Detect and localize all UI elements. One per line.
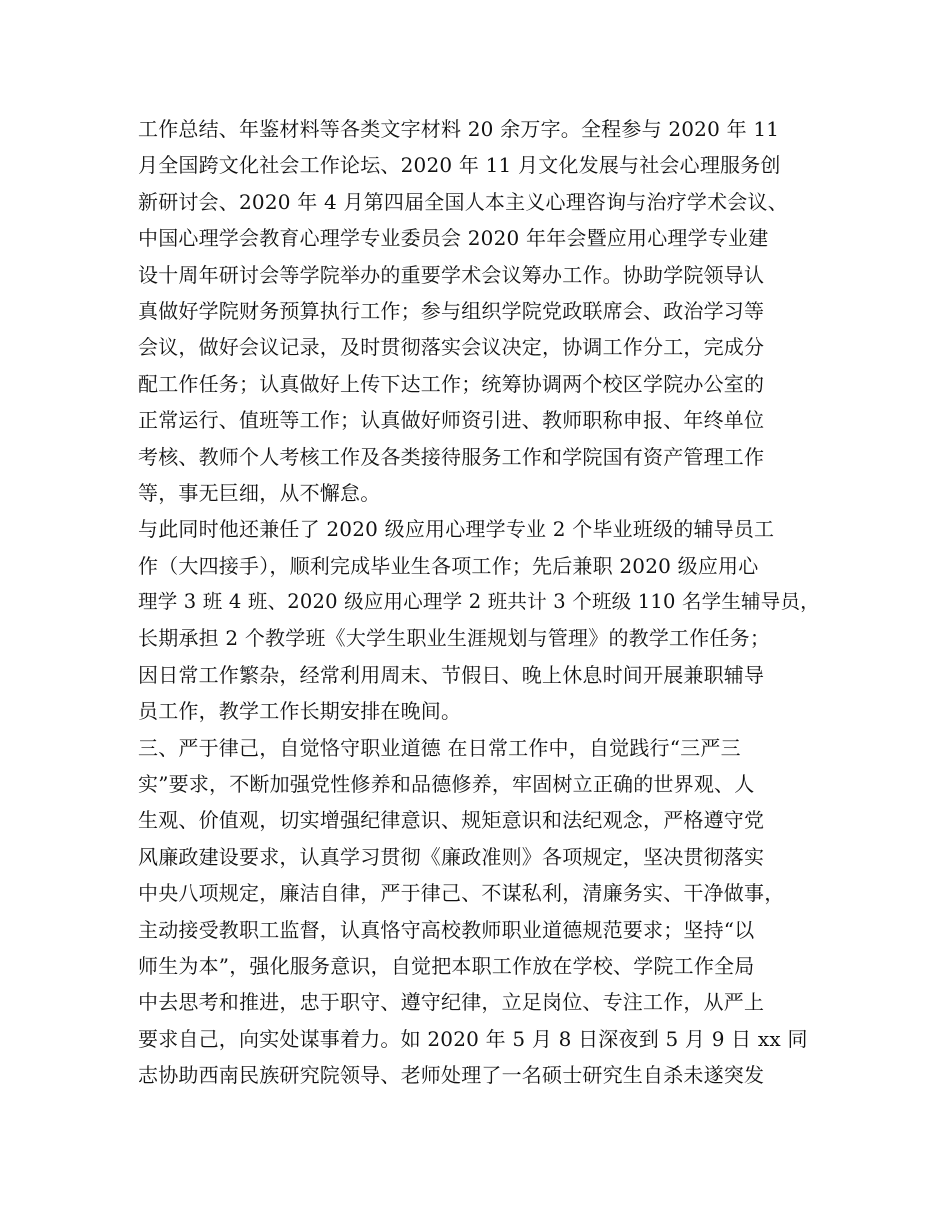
document-body — [138, 111, 828, 1094]
text-line: 新研讨会、2020 年 4 月第四届全国人本主义心理咨询与治疗学术会议、 — [138, 189, 788, 214]
text-line: 风廉政建设要求，认真学习贯彻《廉政准则》各项规定，坚决贯彻落实 — [138, 844, 765, 869]
text-line: 会议，做好会议记录，及时贯彻落实会议决定，协调工作分工，完成分 — [138, 335, 765, 360]
text-line: 理学 3 班 4 班、2020 级应用心理学 2 班共计 3 个班级 110 名学生辅导员， — [138, 590, 820, 614]
text-line: 正常运行、值班等工作；认真做好师资引进、教师职称申报、年终单位 — [138, 408, 765, 433]
text-line: 工作总结、年鉴材料等各类文字材料 20 余万字。全程参与 2020 年 11 — [138, 117, 780, 141]
text-line: 月全国跨文化社会工作论坛、2020 年 11 月文化发展与社会心理服务创 — [138, 153, 781, 178]
text-line: 因日常工作繁杂，经常利用周末、节假日、晚上休息时间开展兼职辅导 — [138, 662, 765, 687]
text-line: 三、严于律己，自觉恪守职业道德 在日常工作中，自觉践行“三严三 — [138, 735, 741, 760]
text-line: 设十周年研讨会等学院举办的重要学术会议筹办工作。协助学院领导认 — [138, 262, 765, 287]
text-line: 长期承担 2 个教学班《大学生职业生涯规划与管理》的教学工作任务； — [138, 626, 771, 651]
text-line: 实”要求，不断加强党性修养和品德修养，牢固树立正确的世界观、人 — [138, 772, 755, 797]
text-line: 中去思考和推进，忠于职守、遵守纪律，立足岗位、专注工作，从严上 — [138, 990, 765, 1015]
text-line: 中国心理学会教育心理学专业委员会 2020 年年会暨应用心理学专业建 — [138, 226, 769, 251]
text-line: 配工作任务；认真做好上传下达工作；统筹协调两个校区学院办公室的 — [138, 371, 765, 396]
text-line: 作（大四接手），顺利完成毕业生各项工作；先后兼职 2020 级应用心 — [138, 553, 759, 578]
text-line: 真做好学院财务预算执行工作；参与组织学院党政联席会、政治学习等 — [138, 298, 765, 323]
text-line: 与此同时他还兼任了 2020 级应用心理学专业 2 个毕业班级的辅导员工 — [138, 517, 775, 542]
text-line: 中央八项规定，廉洁自律，严于律己、不谋私利，清廉务实、干净做事， — [138, 881, 785, 906]
text-line: 师生为本”，强化服务意识，自觉把本职工作放在学校、学院工作全局 — [138, 953, 755, 978]
text-line: 要求自己，向实处谋事着力。如 2020 年 5 月 8 日深夜到 5 月 9 日 xx 同 — [138, 1026, 808, 1051]
text-line: 员工作，教学工作长期安排在晚间。 — [138, 699, 462, 724]
text-line: 主动接受教职工监督，认真恪守高校教师职业道德规范要求；坚持“以 — [138, 917, 755, 942]
text-line: 等，事无巨细，从不懈怠。 — [138, 480, 381, 505]
text-line: 考核、教师个人考核工作及各类接待服务工作和学院国有资产管理工作 — [138, 444, 765, 469]
text-line: 生观、价值观，切实增强纪律意识、规矩意识和法纪观念，严格遵守党 — [138, 808, 765, 833]
text-line: 志协助西南民族研究院领导、老师处理了一名硕士研究生自杀未遂突发 — [138, 1063, 765, 1088]
